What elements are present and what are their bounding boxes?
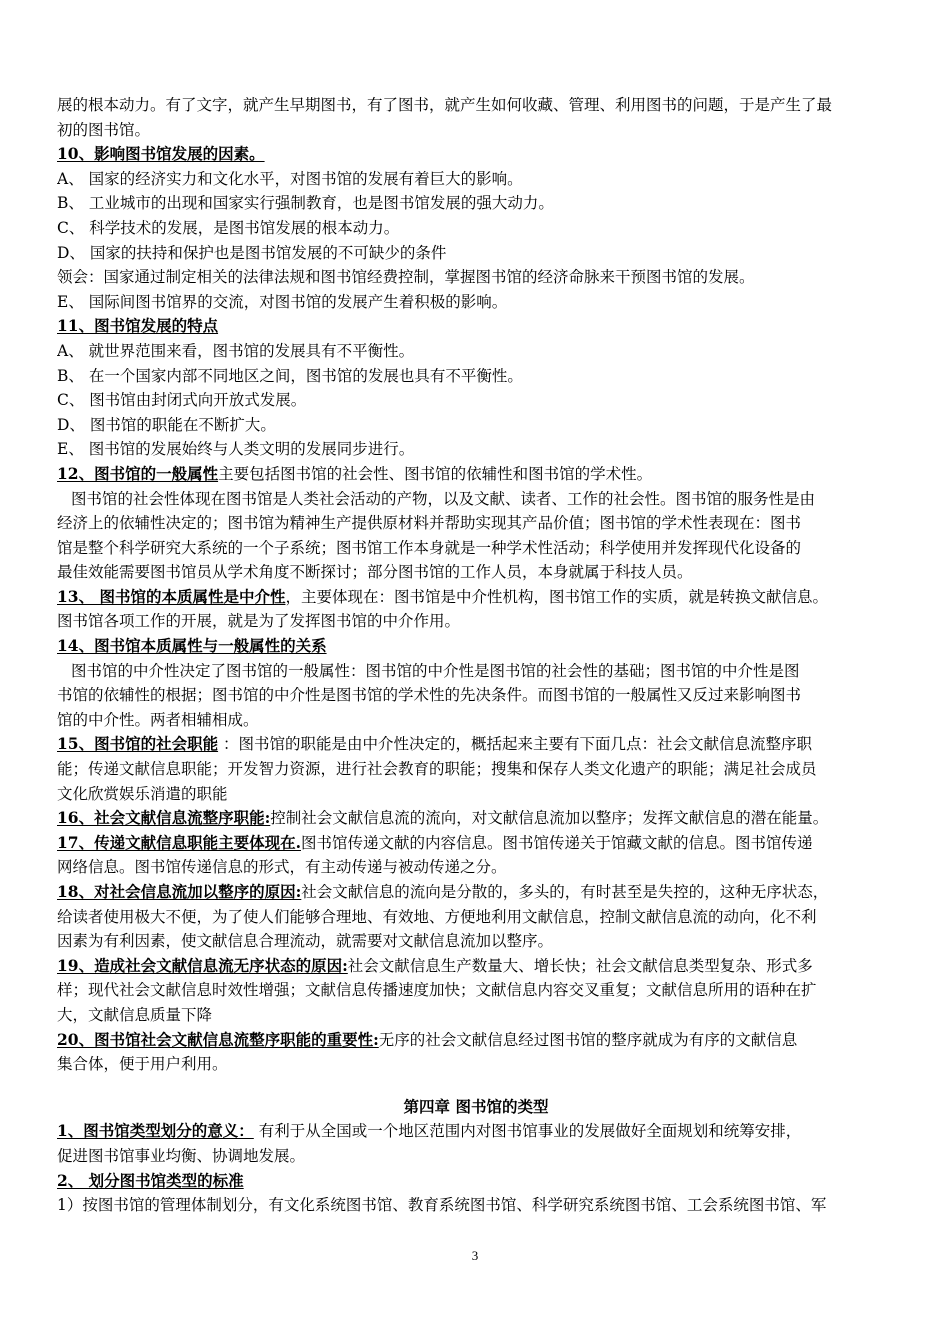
section-13-first-line: [57, 585, 895, 610]
list-item: 领会：国家通过制定相关的法律法规和图书馆经费控制，掌握图书馆的经济命脉来干预图书馆的发展。: [57, 268, 755, 287]
section-lead: ：图书馆的职能是由中介性决定的，概括起来主要有下面几点：社会文献信息流整序职: [218, 735, 813, 754]
section-17-first-line: [57, 831, 895, 856]
text-line: 因素为有利因素，使文献信息合理流动，就需要对文献信息流加以整序。: [57, 932, 554, 951]
list-item: A、 就世界范围来看，图书馆的发展具有不平衡性。: [57, 341, 415, 360]
text-line: 能；传递文献信息职能；开发智力资源，进行社会教育的职能；搜集和保存人类文化遗产的职能；满足社会成员: [57, 760, 817, 779]
section-heading-19: 19、造成社会文献信息流无序状态的原因:: [57, 955, 348, 975]
section-lead: 无序的社会文献信息经过图书馆的整序就成为有序的文献信息: [378, 1030, 798, 1049]
text-line: 图书馆的社会性体现在图书馆是人类社会活动的产物，以及文献、读者、工作的社会性。图书馆的服务性是由: [71, 489, 816, 508]
text-line: 网络信息。图书馆传递信息的形式，有主动传递与被动传递之分。: [57, 858, 507, 877]
list-item: C、 科学技术的发展，是图书馆发展的根本动力。: [57, 218, 400, 237]
list-item: D、 图书馆的职能在不断扩大。: [57, 415, 276, 434]
section-heading-14: 14、图书馆本质属性与一般属性的关系: [57, 636, 327, 656]
section-heading-10: 10、影响图书馆发展的因素。: [57, 144, 265, 164]
section-lead: 图书馆传递文献的内容信息。图书馆传递关于馆藏文献的信息。图书馆传递: [300, 833, 813, 852]
text-line: 馆的中介性。两者相辅相成。: [57, 710, 259, 729]
list-item: B、 在一个国家内部不同地区之间，图书馆的发展也具有不平衡性。: [57, 366, 523, 385]
section-heading-11: 11、图书馆发展的特点: [57, 316, 219, 336]
section-heading-17: 17、传递文献信息职能主要体现在.: [57, 832, 301, 852]
section-heading-16: 16、社会文献信息流整序职能:: [57, 808, 271, 828]
section-heading-20: 20、图书馆社会文献信息流整序职能的重要性:: [57, 1029, 379, 1049]
section-lead: 社会文献信息的流向是分散的，多头的，有时甚至是失控的，这种无序状态，: [301, 883, 829, 901]
list-item: B、 工业城市的出现和国家实行强制教育，也是图书馆发展的强大动力。: [57, 194, 554, 213]
list-item: E、 国际间图书馆界的交流，对图书馆的发展产生着积极的影响。: [57, 292, 508, 311]
section-18-first-line: [57, 880, 895, 905]
document-page: [57, 93, 895, 1218]
chapter-section-heading-1: 1、图书馆类型划分的意义：: [57, 1121, 254, 1141]
text-line: 1）按图书馆的管理体制划分，有文化系统图书馆、教育系统图书馆、科学研究系统图书馆、工会系统图书馆、军: [57, 1196, 827, 1215]
section-lead: 社会文献信息生产数量大、增长快；社会文献信息类型复杂、形式多: [347, 956, 813, 975]
section-19-first-line: [57, 954, 895, 979]
chapter-section-heading-2: 2、 划分图书馆类型的标准: [57, 1170, 244, 1190]
section-12-first-line: [57, 462, 895, 487]
section-lead: 控制社会文献信息流的流向，对文献信息流加以整序；发挥文献信息的潜在能量。: [270, 809, 829, 828]
section-heading-12: 12、图书馆的一般属性: [57, 463, 219, 483]
list-item: D、 国家的扶持和保护也是图书馆发展的不可缺少的条件: [57, 243, 447, 262]
section-16-line: [57, 806, 895, 831]
text-line: 图书馆的中介性决定了图书馆的一般属性：图书馆的中介性是图书馆的社会性的基础；图书馆的中介性是图: [71, 661, 800, 680]
list-item: E、 图书馆的发展始终与人类文明的发展同步进行。: [57, 440, 415, 459]
section-lead: 主要包括图书馆的社会性、图书馆的依辅性和图书馆的学术性。: [218, 464, 653, 483]
text-line: 文化欣赏娱乐消遣的职能: [57, 784, 228, 803]
text-line: 经济上的依辅性决定的；图书馆为精神生产提供原材料并帮助实现其产品价值；图书馆的学术性表现在：图书: [57, 514, 802, 533]
section-heading-15: 15、图书馆的社会职能: [57, 734, 219, 754]
list-item: C、 图书馆由封闭式向开放式发展。: [57, 391, 307, 410]
section-heading-13: 13、 图书馆的本质属性是中介性: [57, 586, 286, 606]
list-item: A、 国家的经济实力和文化水平，对图书馆的发展有着巨大的影响。: [57, 169, 523, 188]
text-line: 最佳效能需要图书馆员从学术角度不断探讨；部分图书馆的工作人员，本身就属于科技人员。: [57, 563, 693, 582]
text-line: 初的图书馆。: [57, 120, 151, 139]
text-line: 给读者使用极大不便，为了使人们能够合理地、有效地、方便地利用文献信息，控制文献信息流的动向，化不利: [57, 907, 817, 926]
section-lead: 有利于从全国或一个地区范围内对图书馆事业的发展做好全面规划和统筹安排，: [253, 1122, 802, 1141]
text-line: 大，文献信息质量下降: [57, 1005, 213, 1024]
section-15-first-line: [57, 732, 895, 757]
text-line: 图书馆各项工作的开展，就是为了发挥图书馆的中介作用。: [57, 612, 461, 631]
page-number: 3: [471, 1248, 479, 1263]
section-20-first-line: [57, 1028, 895, 1053]
text-line: 样；现代社会文献信息时效性增强；文献信息传播速度加快；文献信息内容交叉重复；文献信息所用的语种在扩: [57, 981, 817, 1000]
section-heading-18: 18、对社会信息流加以整序的原因:: [57, 882, 302, 901]
text-line: 书馆的依辅性的根据；图书馆的中介性是图书馆的学术性的先决条件。而图书馆的一般属性又反过来影响图书: [57, 686, 802, 705]
section-lead: ，主要体现在：图书馆是中介性机构，图书馆工作的实质，就是转换文献信息。: [285, 587, 828, 606]
text-line: 展的根本动力。有了文字，就产生早期图书，有了图书，就产生如何收藏、管理、利用图书的问题，于是产生了最: [57, 96, 833, 114]
text-line: 馆是整个科学研究大系统的一个子系统；图书馆工作本身就是一种学术性活动；科学使用并发挥现代化设备的: [57, 538, 802, 557]
text-line: 集合体，便于用户利用。: [57, 1055, 228, 1074]
text-line: 促进图书馆事业均衡、协调地发展。: [57, 1146, 306, 1165]
chapter-section-1-first-line: [57, 1119, 895, 1144]
chapter-title: 第四章 图书馆的类型: [403, 1096, 549, 1116]
